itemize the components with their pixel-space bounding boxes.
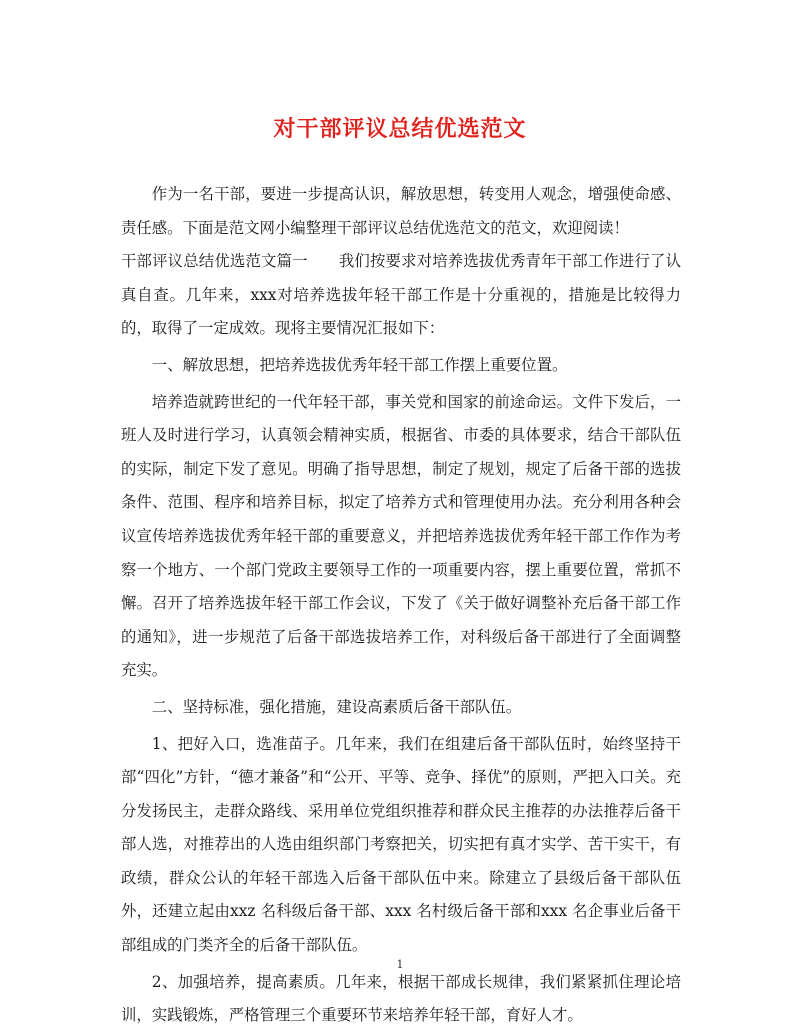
document-body [121, 178, 681, 1033]
intro-paragraph: 作为一名干部，要进一步提高认识，解放思想，转变用人观念，增强使命感、责任感。下面是范文网小编整理干部评议总结优选范文的范文，欢迎阅读！ [121, 185, 681, 237]
body-paragraph-1: 培养造就跨世纪的一代年轻干部，事关党和国家的前途命运。文件下发后，一班人及时进行学习，认真领会精神实质，根据省、市委的具体要求，结合干部队伍的实际，制定下发了意见。明确了指导思想，制定了规划，规定了后备干部的选拔条件、范围、程序和培养目标，拟定了培养方式和管理使用办法。充分利用各种会议宣传培养选拔优秀年轻干部的重要意义，并把培养选拔优秀年轻干部工作作为考察一个地方、一个部门党政主要领导工作的一项重要内容，摆上重要位置，常抓不懈。召开了培养选拔年轻干部工作会议，下发了《关于做好调整补充后备干部工作的通知》，进一步规范了后备干部选拔培养工作，对科级后备干部进行了全面调整充实。 [121, 392, 681, 680]
document-title: 对干部评议总结优选范文 [273, 116, 527, 142]
page-number: 1 [396, 958, 404, 971]
section-one-paragraph: 干部评议总结优选范文篇一 我们按要求对培养选拔优秀青年干部工作进行了认真自查。几年来，xxx对培养选拔年轻干部工作是十分重视的，措施是比较得力的，取得了一定成效。现将主要情况汇报如下： [121, 252, 681, 338]
heading-paragraph-1: 一、解放思想，把培养选拔优秀年轻干部工作摆上重要位置。 [151, 355, 568, 374]
body-paragraph-3: 2、加强培养，提高素质。几年来，根据干部成长规律，我们紧紧抓住理论培训，实践锻炼，严格管理三个重要环节来培养年轻干部，育好人才。 [121, 972, 681, 1025]
heading-paragraph-2: 二、坚持标准，强化措施，建设高素质后备干部队伍。 [151, 697, 522, 716]
body-paragraph-2: 1、把好入口，选准苗子。几年来，我们在组建后备干部队伍时，始终坚持干部“四化”方针，“德才兼备”和“公开、平等、竞争、择优”的原则，严把入口关。充分发扬民主，走群众路线、采用单位党组织推荐和群众民主推荐的办法推荐后备干部人选，对推荐出的人选由组织部门考察把关，切实把有真才实学、苦干实干，有政绩，群众公认的年轻干部选入后备干部队伍中来。除建立了县级后备干部队伍外，还建立起由xxz 名科级后备干部、xxx 名村级后备干部和xxx 名企事业后备干部组成的门类齐全的后备干部队伍。 [121, 734, 681, 955]
